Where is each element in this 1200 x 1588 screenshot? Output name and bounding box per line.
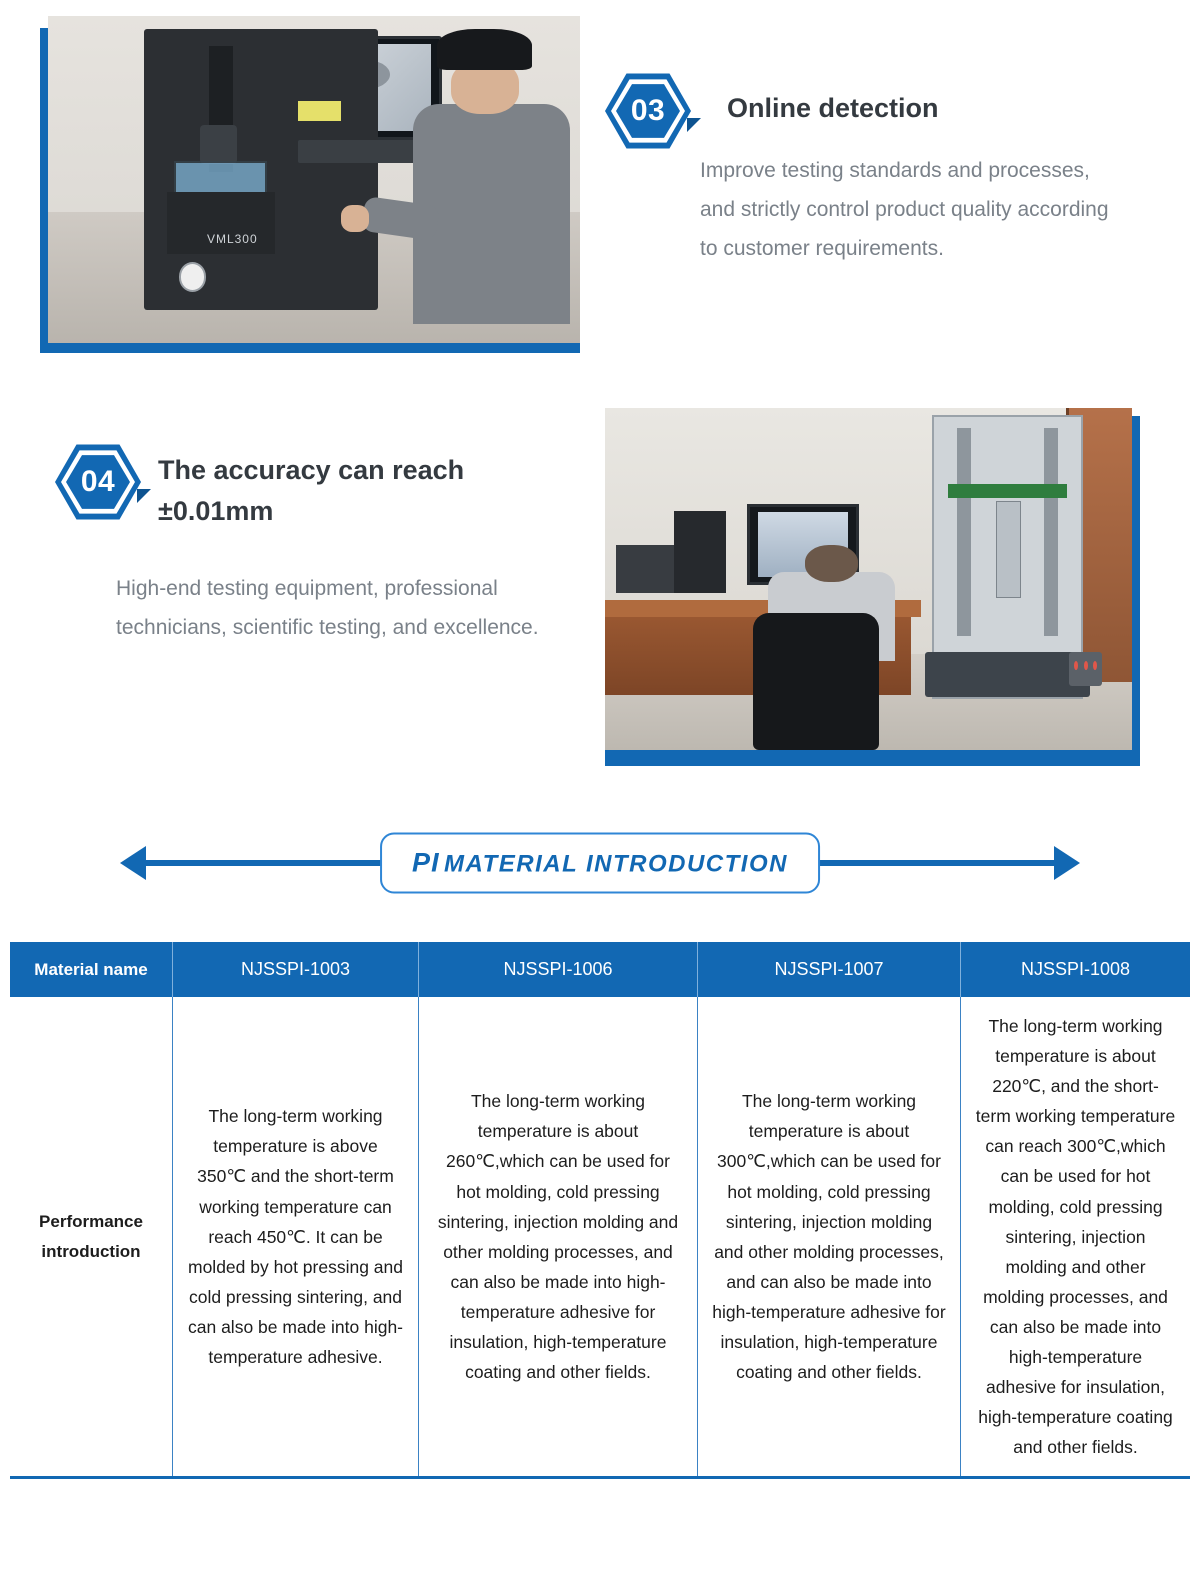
section-title-text: MATERIAL INTRODUCTION	[444, 850, 788, 877]
table-header-material-name: Material name	[10, 942, 173, 997]
table-header-njsspi-1008: NJSSPI-1008	[961, 942, 1191, 997]
scene-office-chair	[753, 613, 879, 750]
hex-badge-icon	[605, 72, 691, 150]
scene-operator-hand	[341, 205, 369, 231]
feature-text-03: Improve testing standards and processes, and strictly control product quality according to customer requirements.	[700, 159, 1109, 260]
scene-machine-crosshead	[948, 484, 1066, 498]
scene-machine-base	[925, 652, 1090, 697]
feature-title-04: The accuracy can reach ±0.01mm	[158, 455, 465, 526]
section-title-pill	[380, 832, 820, 893]
scene-operator	[410, 23, 580, 337]
online-detection-photo	[48, 16, 580, 343]
accuracy-photo-frame	[605, 408, 1140, 758]
scene-keyboard	[298, 140, 426, 163]
section-banner	[120, 820, 1080, 905]
table-cell-njsspi-1008: The long-term working temperature is about 220℃, and the short-term working temperature can reach 300℃,which can be used for hot molding, cold pressing sintering, injection molding and other molding processes, and can also be made into high-temperature adhesive for insulation, high-temperature coating and other fields.	[975, 1016, 1176, 1458]
table-row	[10, 997, 1190, 1478]
arrow-left-line	[142, 860, 398, 866]
table-header-njsspi-1007: NJSSPI-1007	[698, 942, 961, 997]
table-row-label-performance: Performance introduction	[10, 997, 173, 1478]
scene-roller	[179, 262, 206, 291]
section-title-prefix: PI	[412, 847, 440, 877]
feature-text-04: High-end testing equipment, professional technicians, scientific testing, and excellence.	[116, 577, 539, 639]
scene-tensile-machine	[932, 415, 1084, 699]
table-cell-njsspi-1007: The long-term working temperature is about 300℃,which can be used for hot molding, cold pressing sintering, injection molding and other molding processes, and can also be made into high-temperature adhesive for insulation, high-temperature coating and other fields.	[698, 997, 961, 1478]
scene-operator-head	[805, 545, 858, 583]
tensile-tester-scene	[605, 408, 1132, 750]
online-detection-photo-frame	[40, 8, 580, 353]
scene-pc-tower	[674, 511, 727, 593]
scene-sticky-note	[298, 101, 341, 121]
scene-operator-body	[413, 104, 570, 324]
material-introduction-table	[10, 942, 1190, 1479]
table-header-njsspi-1006: NJSSPI-1006	[419, 942, 698, 997]
arrow-right-icon	[1054, 846, 1080, 880]
arrow-right-line	[802, 860, 1058, 866]
scene-printer	[616, 545, 679, 593]
projector-scene	[48, 16, 580, 343]
feature-number: 03	[630, 94, 666, 127]
badge-tail-shape	[687, 118, 701, 132]
feature-badge-03	[605, 72, 691, 150]
scene-control-panel	[1069, 652, 1101, 686]
table-cell-njsspi-1003: The long-term working temperature is above 350℃ and the short-term working temperature can reach 450℃. It can be molded by hot pressing and cold pressing sintering, and can also be made into high-temperature adhesive.	[173, 997, 419, 1478]
feature-number: 04	[80, 465, 116, 498]
table-header-row	[10, 942, 1190, 997]
table-header-njsspi-1003: NJSSPI-1003	[173, 942, 419, 997]
table-cell-njsspi-1006: The long-term working temperature is about 260℃,which can be used for hot molding, cold pressing sintering, injection molding and other molding processes, and can also be made into high-temperature adhesive for insulation, high-temperature coating and other fields.	[419, 997, 698, 1478]
badge-tail-shape	[137, 489, 151, 503]
projector-model-label: VML300	[206, 231, 258, 246]
accuracy-photo	[605, 408, 1132, 750]
hex-badge-icon	[55, 443, 141, 521]
feature-title-03: Online detection	[727, 93, 939, 123]
scene-operator-cap	[437, 29, 532, 70]
feature-badge-04	[55, 443, 141, 521]
scene-projector-lens	[200, 125, 237, 164]
scene-machine-column-right	[1044, 428, 1057, 636]
scene-projector-body	[144, 29, 378, 310]
scene-machine-grip	[996, 501, 1022, 598]
scene-machine-column-left	[957, 428, 970, 636]
